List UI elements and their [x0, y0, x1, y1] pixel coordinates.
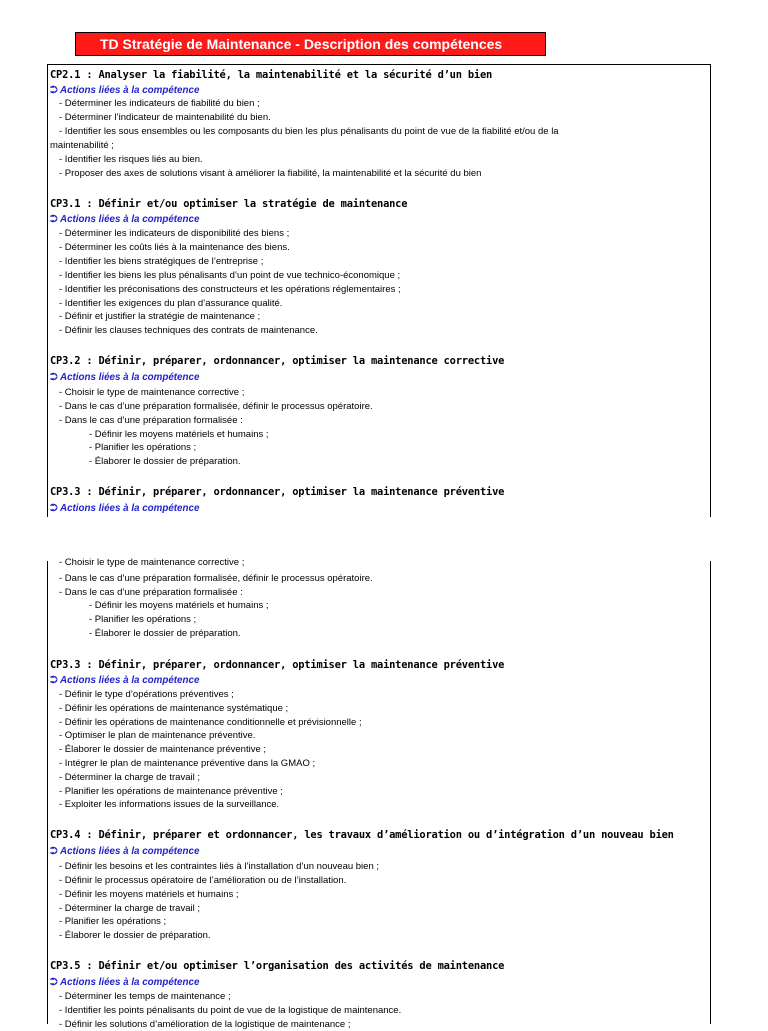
- list-item: - Dans le cas d’une préparation formalisée :: [59, 587, 243, 598]
- list-item: - Identifier les sous ensembles ou les composants du bien les plus pénalisants du point de vue de la fiabilité et/ou de la: [59, 126, 559, 137]
- actions-label: ⮊ Actions liées à la compétence: [50, 85, 200, 96]
- list-item: - Déterminer la charge de travail ;: [59, 903, 200, 914]
- list-item: - Identifier les préconisations des constructeurs et les opérations réglementaires ;: [59, 284, 401, 295]
- list-item: - Élaborer le dossier de préparation.: [59, 930, 211, 941]
- document-title: TD Stratégie de Maintenance - Description des compétences: [75, 32, 546, 56]
- section-heading-cp21: CP2.1 : Analyser la fiabilité, la maintenabilité et la sécurité d’un bien: [50, 69, 493, 81]
- sub-list-item: - Définir les moyens matériels et humains ;: [89, 429, 269, 440]
- list-item: - Exploiter les informations issues de la surveillance.: [59, 799, 280, 810]
- list-item: - Proposer des axes de solutions visant à améliorer la fiabilité, la maintenabilité et la sécurité du bien: [59, 168, 482, 179]
- arrow-icon: ⮊: [50, 675, 58, 686]
- list-item: - Définir le processus opératoire de l’amélioration ou de l’installation.: [59, 875, 347, 886]
- list-item: - Déterminer les coûts liés à la maintenance des biens.: [59, 242, 290, 253]
- section-heading-cp33: CP3.3 : Définir, préparer, ordonnancer, optimiser la maintenance préventive: [50, 486, 505, 498]
- list-item: - Identifier les risques liés au bien.: [59, 154, 203, 165]
- list-item: maintenabilité ;: [50, 140, 114, 151]
- sub-list-item: - Élaborer le dossier de préparation.: [89, 456, 241, 467]
- actions-label: ⮊ Actions liées à la compétence: [50, 372, 200, 383]
- list-item: - Dans le cas d’une préparation formalisée :: [59, 415, 243, 426]
- sub-list-item: - Élaborer le dossier de préparation.: [89, 628, 241, 639]
- arrow-icon: ⮊: [50, 846, 58, 857]
- arrow-icon: ⮊: [50, 977, 58, 988]
- section-heading-cp33: CP3.3 : Définir, préparer, ordonnancer, optimiser la maintenance préventive: [50, 659, 505, 671]
- section-heading-cp34: CP3.4 : Définir, préparer et ordonnancer, les travaux d’amélioration ou d’intégration d’un nouveau bien: [50, 829, 674, 841]
- list-item: - Identifier les points pénalisants du point de vue de la logistique de maintenance.: [59, 1005, 402, 1016]
- actions-label: ⮊ Actions liées à la compétence: [50, 214, 200, 225]
- list-item: - Définir les moyens matériels et humains ;: [59, 889, 239, 900]
- actions-label: ⮊ Actions liées à la compétence: [50, 503, 200, 514]
- list-item: - Déterminer les indicateurs de fiabilité du bien ;: [59, 98, 260, 109]
- list-item: - Déterminer l’indicateur de maintenabilité du bien.: [59, 112, 271, 123]
- list-item-cut: - Définir les solutions d’amélioration de la logistique de maintenance ;: [59, 1019, 351, 1030]
- actions-label: ⮊ Actions liées à la compétence: [50, 846, 200, 857]
- list-item: - Choisir le type de maintenance corrective ;: [59, 387, 245, 398]
- list-item: - Définir les clauses techniques des contrats de maintenance.: [59, 325, 318, 336]
- list-item-cut: - Choisir le type de maintenance corrective ;: [59, 557, 245, 568]
- arrow-icon: ⮊: [50, 85, 58, 96]
- list-item: - Planifier les opérations de maintenance préventive ;: [59, 786, 283, 797]
- actions-label: ⮊ Actions liées à la compétence: [50, 977, 200, 988]
- list-item: - Déterminer les temps de maintenance ;: [59, 991, 231, 1002]
- list-item: - Identifier les exigences du plan d’assurance qualité.: [59, 298, 283, 309]
- list-item: - Définir et justifier la stratégie de maintenance ;: [59, 311, 261, 322]
- actions-label: ⮊ Actions liées à la compétence: [50, 675, 200, 686]
- list-item: - Définir le type d’opérations préventives ;: [59, 689, 234, 700]
- list-item: - Définir les opérations de maintenance systématique ;: [59, 703, 289, 714]
- list-item: - Intégrer le plan de maintenance préventive dans la GMAO ;: [59, 758, 316, 769]
- arrow-icon: ⮊: [50, 214, 58, 225]
- arrow-icon: ⮊: [50, 503, 58, 514]
- section-heading-cp31: CP3.1 : Définir et/ou optimiser la stratégie de maintenance: [50, 198, 408, 210]
- list-item: - Identifier les biens les plus pénalisants d’un point de vue technico-économique ;: [59, 270, 401, 281]
- list-item: - Planifier les opérations ;: [59, 916, 167, 927]
- list-item: - Définir les opérations de maintenance conditionnelle et prévisionnelle ;: [59, 717, 362, 728]
- section-heading-cp32: CP3.2 : Définir, préparer, ordonnancer, optimiser la maintenance corrective: [50, 355, 505, 367]
- sub-list-item: - Planifier les opérations ;: [89, 442, 197, 453]
- list-item: - Élaborer le dossier de maintenance préventive ;: [59, 744, 267, 755]
- section-heading-cp35: CP3.5 : Définir et/ou optimiser l’organisation des activités de maintenance: [50, 960, 505, 972]
- list-item: - Définir les besoins et les contraintes liés à l’installation d’un nouveau bien ;: [59, 861, 380, 872]
- list-item: - Dans le cas d’une préparation formalisée, définir le processus opératoire.: [59, 401, 373, 412]
- arrow-icon: ⮊: [50, 372, 58, 383]
- list-item: - Déterminer la charge de travail ;: [59, 772, 200, 783]
- list-item: - Optimiser le plan de maintenance préventive.: [59, 730, 256, 741]
- list-item: - Identifier les biens stratégiques de l’entreprise ;: [59, 256, 264, 267]
- list-item: - Dans le cas d’une préparation formalisée, définir le processus opératoire.: [59, 573, 373, 584]
- list-item: - Déterminer les indicateurs de disponibilité des biens ;: [59, 228, 290, 239]
- sub-list-item: - Planifier les opérations ;: [89, 614, 197, 625]
- sub-list-item: - Définir les moyens matériels et humains ;: [89, 600, 269, 611]
